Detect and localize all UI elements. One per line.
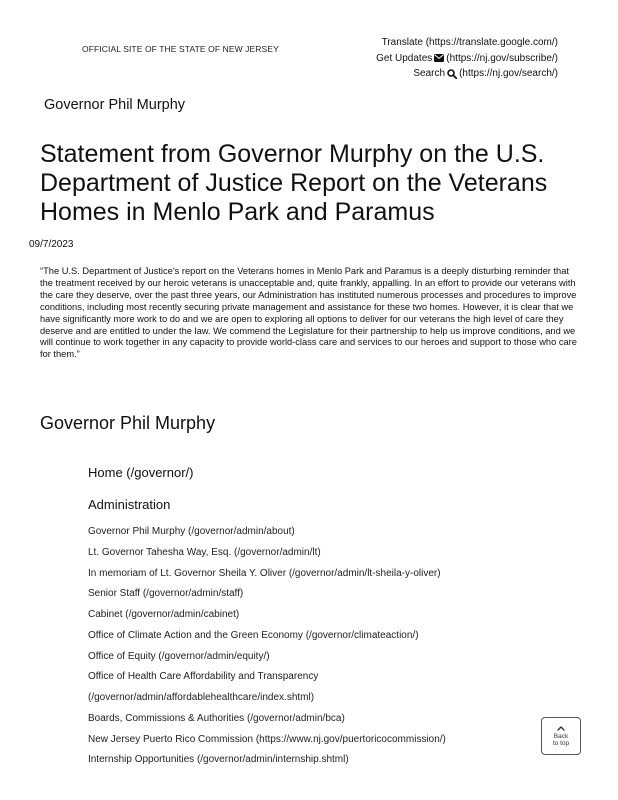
administration-link-list [88,522,528,771]
admin-link[interactable]: New Jersey Puerto Rico Commission (https://www.nj.gov/puertoricocommission/) [88,733,446,745]
back-to-top-button[interactable] [541,717,581,755]
admin-link[interactable]: Senior Staff (/governor/admin/staff) [88,588,244,600]
admin-link[interactable]: Office of Climate Action and the Green Economy (/governor/climateaction/) [88,629,419,641]
site-brand[interactable]: Governor Phil Murphy [44,97,186,113]
translate-link[interactable] [376,35,558,51]
admin-link[interactable]: Boards, Commissions & Authorities (/governor/admin/bca) [88,712,345,724]
admin-link[interactable]: Office of Equity (/governor/admin/equity/) [88,650,270,662]
translate-text[interactable]: Translate (https://translate.google.com/) [381,37,558,48]
nav-home-link[interactable]: Home (/governor/) [88,465,194,480]
search-url[interactable]: (https://nj.gov/search/) [459,68,558,79]
utility-links [376,35,558,82]
page-title: Statement from Governor Murphy on the U.S. Department of Justice Report on the Veterans Homes in Menlo Park and Paramus [40,140,548,226]
official-site-label: OFFICIAL SITE OF THE STATE OF NEW JERSEY [82,44,279,54]
envelope-icon [434,54,444,62]
publish-date: 09/7/2023 [29,239,74,250]
admin-link[interactable]: In memoriam of Lt. Governor Sheila Y. Oliver (/governor/admin/lt-sheila-y-oliver) [88,567,441,579]
back-to-top-line2: to top [552,739,570,747]
search-link[interactable] [376,66,558,82]
admin-link[interactable]: Cabinet (/governor/admin/cabinet) [88,609,240,620]
admin-link[interactable]: Office of Health Care Affordability and Transparency [88,671,319,683]
get-updates-text[interactable]: Get Updates [376,52,433,64]
admin-link[interactable]: Governor Phil Murphy (/governor/admin/about) [88,526,295,537]
search-text[interactable]: Search [413,68,446,79]
search-icon [447,69,457,79]
nav-section-administration[interactable]: Administration [88,497,171,512]
admin-link[interactable]: Internship Opportunities (/governor/admin/internship.shtml) [88,754,349,766]
get-updates-link[interactable] [376,51,558,67]
admin-link-continued[interactable]: (/governor/admin/affordablehealthcare/index.shtml) [88,692,315,703]
footer-nav-title: Governor Phil Murphy [40,413,216,433]
back-to-top-line1: Back [553,732,569,740]
chevron-up-icon [557,726,565,731]
statement-body: “The U.S. Department of Justice’s report on the Veterans homes in Menlo Park and Paramus is a deeply disturbing reminder that the treatment received by our heroic veterans is unacceptable and, quite frankly, appalling. In an effort to provide our veterans with the care they deserve, over the past three years, our Administration has instituted numerous processes and procedures to improve conditions, including most recently securing private management and assistance for these two homes. However, it is clear that we have significantly more work to do and we are open to exploring all options to deliver for our veterans the high level of care they deserve and are entitled to under the law. We commend the Legislature for their partnership to help us improve conditions, and we will continue to work together in any capacity to provide world-class care and services to our heroes and support to those who care for them.” [40,266,577,360]
admin-link[interactable]: Lt. Governor Tahesha Way, Esq. (/governor/admin/lt) [88,546,321,558]
get-updates-url[interactable]: (https://nj.gov/subscribe/) [446,52,558,64]
